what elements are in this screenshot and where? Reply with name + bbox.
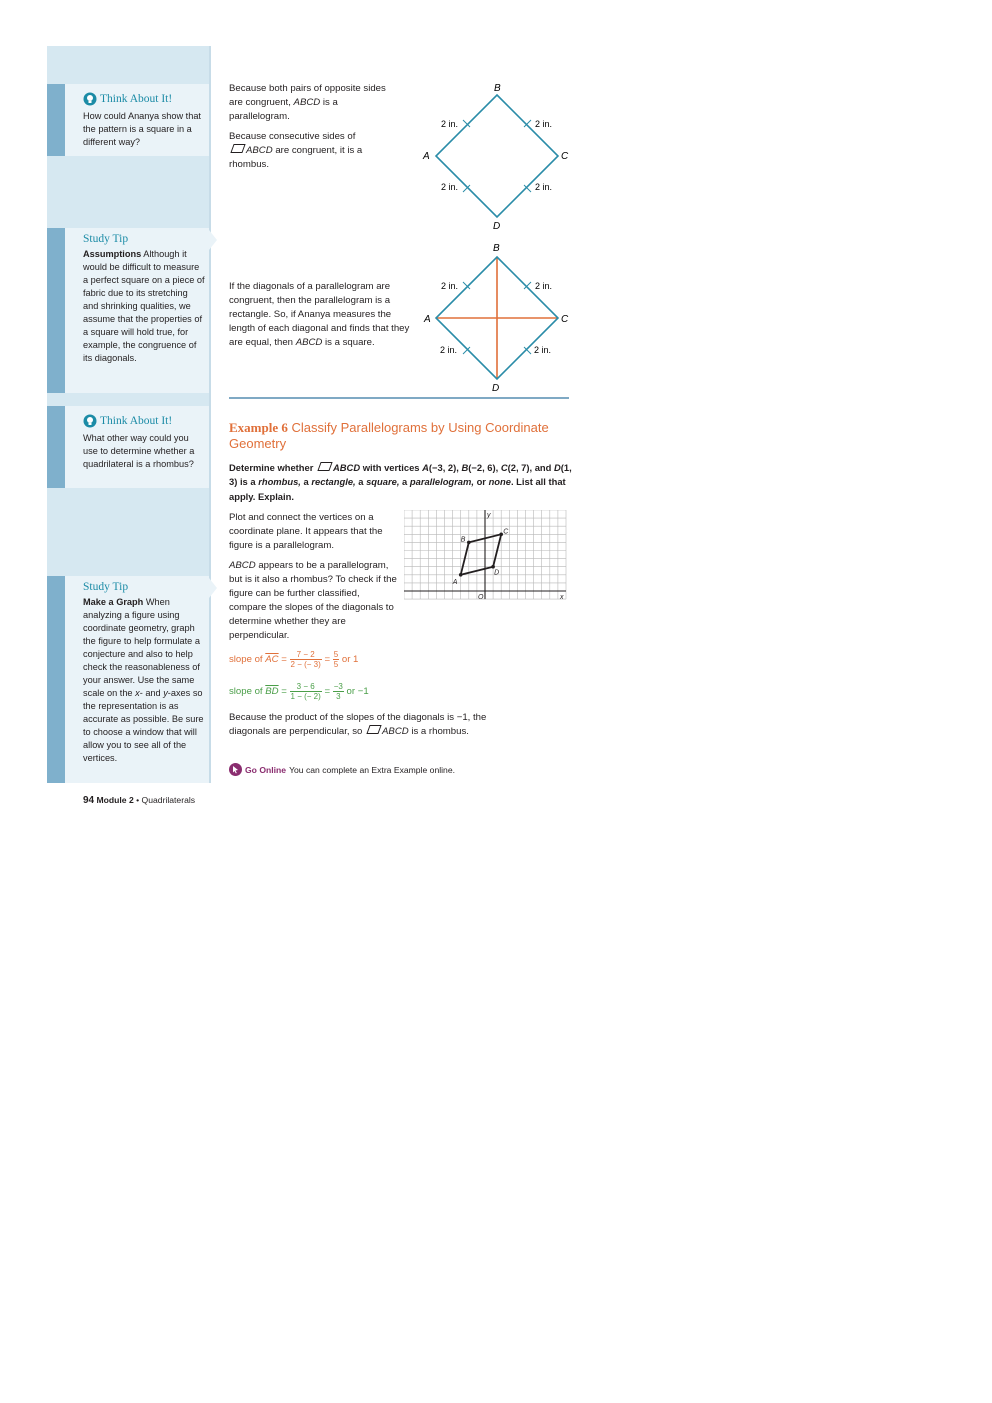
side-length-label: 2 in.	[535, 119, 553, 129]
vertex-a-label: A	[423, 151, 430, 162]
vertex-d-label: D	[494, 569, 500, 577]
lightbulb-head-icon	[83, 92, 97, 106]
example-title: Example 6 Classify Parallelograms by Using Coordinate Geometry	[229, 420, 549, 451]
parallelogram-paragraph: Because both pairs of opposite sides are congruent, ABCD is a parallelogram.	[229, 83, 386, 122]
vertex-c-label: C	[503, 528, 509, 536]
side-length-label: 2 in.	[535, 182, 553, 192]
note-body: How could Ananya show that the pattern is a square in a different way?	[83, 111, 201, 147]
slope-bd-equation: slope of $\overline{BD}$ = $\frac{3 - 6}{1 - (- 2)}$ = $\frac{-3}{3}$ or −1	[229, 682, 369, 701]
note-title: Think About It!	[83, 92, 205, 106]
vertex-d-label: D	[492, 383, 500, 394]
y-axis-label: y	[487, 512, 491, 519]
side-length-label: 2 in.	[441, 182, 459, 192]
note-body: Assumptions Although it would be difficult to measure a perfect square on a piece of fabric due to its stretching and shrinking qualities, we assume that the properties of a square will hold true, for example, the congruence of its diagonals.	[83, 249, 205, 363]
vertex-a-point	[459, 573, 463, 577]
slope-bd-fraction: $\frac{3 - 6}{1 - (- 2)}$	[290, 682, 321, 701]
vertex-d-label: D	[493, 221, 501, 232]
slope-ac-equation: slope of $\overline{AC}$ = $\frac{7 - 2}{2 - (- 3)}$ = $\frac{5}{5}$ or 1	[229, 650, 359, 669]
parallelogram-symbol	[317, 462, 332, 471]
note-bar	[47, 406, 65, 488]
x-axis-label: x	[560, 594, 564, 601]
vertex-b-label: B	[494, 83, 501, 94]
study-tip-note	[47, 228, 209, 393]
slope-ac-simplified: $\frac{5}{5}$	[333, 650, 339, 669]
rhombus-explanation	[229, 82, 389, 172]
note-bar	[47, 84, 65, 156]
side-length-label: 2 in.	[440, 345, 458, 355]
note-arrow	[209, 230, 217, 250]
vertex-c-label: C	[561, 314, 569, 325]
page-number: 94	[83, 795, 95, 806]
plot-instructions: Plot and connect the vertices on a coordinate plane. It appears that the figure is a parallelogram.	[229, 512, 383, 551]
conclusion-paragraph: Because the product of the slopes of the diagonals is −1, the diagonals are perpendicular, so ABCD is a rhombus.	[229, 712, 487, 737]
module-label: Module 2	[94, 795, 137, 805]
study-tip-note	[47, 576, 209, 783]
note-title: Study Tip	[83, 233, 129, 245]
side-length-label: 2 in.	[535, 281, 553, 291]
parallelogram-symbol	[366, 725, 381, 734]
slope-ac-fraction: $\frac{7 - 2}{2 - (- 3)}$	[290, 650, 321, 669]
vertex-a-label: A	[452, 578, 458, 586]
note-title: Study Tip	[83, 581, 129, 593]
note-body: What other way could you use to determine whether a quadrilateral is a rhombus?	[83, 433, 195, 469]
side-length-label: 2 in.	[441, 281, 459, 291]
section-divider	[229, 397, 569, 399]
square-diagram	[415, 237, 580, 397]
square-explanation: If the diagonals of a parallelogram are congruent, then the parallelogram is a rectangle. So, if Ananya measures the length of each diagonal and finds that they are equal, then ABCD is a square.	[229, 281, 410, 348]
parallelogram-symbol	[230, 144, 245, 153]
note-bar	[47, 228, 65, 393]
go-online-link[interactable]: Go Online You can complete an Extra Example online.	[229, 763, 455, 776]
think-about-it-note	[47, 84, 209, 156]
lightbulb-head-icon	[83, 414, 97, 428]
note-arrow	[209, 578, 217, 598]
side-length-label: 2 in.	[441, 119, 459, 129]
note-bar	[47, 576, 65, 783]
note-title: Think About It!	[83, 414, 205, 428]
vertex-b-label: B	[493, 243, 500, 254]
page-footer: 94 Module 2 • Quadrilaterals	[83, 795, 196, 806]
classification-reasoning: ABCD appears to be a parallelogram, but is it also a rhombus? To check if the figure can be further classified, compare the slopes of the diagonals to determine whether they are perpendicular.	[229, 560, 397, 641]
topic-label: Quadrilaterals	[139, 795, 196, 805]
example-prompt: Determine whether ABCD with vertices A(−3, 2), B(−2, 6), C(2, 7), and D(1, 3) is a rhombus, a rectangle, a square, a parallelogram, or none. List all that apply. Explain.	[229, 462, 572, 502]
note-body: Make a Graph When analyzing a figure using coordinate geometry, graph the figure to help formulate a conjecture and also to help check the reasonableness of your answer. Use the same scale on the x- and y-axes so the representation is as accurate as possible. Be sure to choose a window that will allow you to see all of the vertices.	[83, 597, 204, 763]
vertex-b-point	[467, 541, 471, 545]
vertex-d-point	[491, 565, 495, 569]
slope-bd-simplified: $\frac{-3}{3}$	[333, 682, 343, 701]
think-about-it-note	[47, 406, 209, 488]
coordinate-graph	[404, 510, 567, 602]
rhombus-outline	[436, 95, 558, 217]
rhombus-paragraph: Because consecutive sides of ABCD are congruent, it is a rhombus.	[229, 131, 363, 170]
cursor-click-icon	[229, 763, 242, 776]
rhombus-diagram	[415, 75, 580, 235]
vertex-c-label: C	[561, 151, 569, 162]
vertex-b-label: B	[460, 536, 466, 544]
side-length-label: 2 in.	[534, 345, 552, 355]
vertex-a-label: A	[424, 314, 431, 325]
origin-label: O	[478, 594, 484, 601]
